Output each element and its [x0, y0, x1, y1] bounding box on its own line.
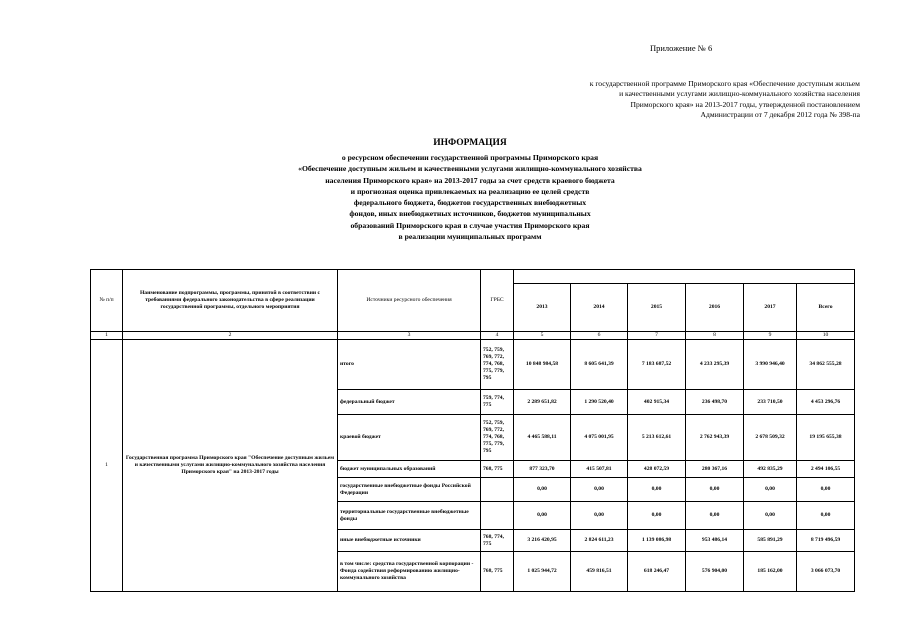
value-cell: 236 498,70 [686, 390, 744, 415]
value-cell: 4 453 296,76 [797, 390, 855, 415]
grbs-cell: 752, 759, 769, 772, 774, 768, 775, 779, 795 [481, 415, 514, 461]
value-cell: 2 762 943,39 [686, 415, 744, 461]
value-cell: 7 183 687,52 [628, 340, 686, 390]
header-name: Наименование подпрограммы, программы, принятой в соответствии с требованиями федерального законодательства в сфере реализации государственной программы, отдельного мероприятия [123, 270, 338, 332]
source-cell: в том числе: средства государственной корпорации - Фонда содействия реформированию жилищно-коммунального хозяйства [338, 552, 481, 592]
header-year-2015: 2015 [628, 284, 686, 332]
row-number: 1 [91, 340, 123, 592]
value-cell: 280 367,16 [686, 461, 744, 478]
reference-line: и качественными услугами жилищно-коммунального хозяйства населения [619, 89, 860, 99]
value-cell: 576 904,00 [686, 552, 744, 592]
subtitle-line: о ресурсном обеспечении государственной программы Приморского края [341, 153, 599, 162]
reference-line: к государственной программе Приморского края «Обеспечение доступным жильем [589, 79, 860, 88]
subtitle-line: фондов, иных внебюджетных источников, бюджетов муниципальных [349, 209, 591, 219]
column-number: 2 [123, 332, 338, 340]
header-num: № п/п [91, 270, 123, 332]
value-cell: 0,00 [744, 478, 797, 502]
source-cell: территориальные государственные внебюджетные фонды [338, 502, 481, 530]
column-numbers-row [91, 332, 855, 340]
grbs-cell: 768, 775 [481, 461, 514, 478]
value-cell: 10 848 984,58 [514, 340, 571, 390]
value-cell: 0,00 [514, 502, 571, 530]
value-cell: 3 066 073,70 [797, 552, 855, 592]
value-cell: 233 710,50 [744, 390, 797, 415]
grbs-cell: 759, 774, 775 [481, 390, 514, 415]
value-cell: 2 289 651,82 [514, 390, 571, 415]
value-cell: 1 139 086,98 [628, 530, 686, 552]
table-row [91, 340, 855, 390]
column-number: 5 [514, 332, 571, 340]
value-cell: 428 072,59 [628, 461, 686, 478]
value-cell: 618 246,47 [628, 552, 686, 592]
value-cell: 0,00 [571, 502, 628, 530]
value-cell: 5 213 612,61 [628, 415, 686, 461]
source-cell: государственные внебюджетные фонды Российской Федерации [338, 478, 481, 502]
value-cell: 877 323,70 [514, 461, 571, 478]
appendix-label: Приложение № 6 [650, 43, 713, 53]
value-cell: 0,00 [797, 478, 855, 502]
value-cell: 0,00 [514, 478, 571, 502]
source-cell: бюджет муниципальных образований [338, 461, 481, 478]
value-cell: 0,00 [571, 478, 628, 502]
value-cell: 0,00 [686, 502, 744, 530]
subtitle-line: федерального бюджета, бюджетов государственных внебюджетных [353, 198, 587, 208]
value-cell: 8 719 496,59 [797, 530, 855, 552]
value-cell: 0,00 [744, 502, 797, 530]
header-year-2014: 2014 [571, 284, 628, 332]
grbs-cell: 752, 759, 769, 772, 774, 768, 775, 779, 795 [481, 340, 514, 390]
value-cell: 4 233 295,39 [686, 340, 744, 390]
subtitle-line: населения Приморского края» на 2013-2017 годы за счет средств краевого бюджета [325, 175, 615, 185]
value-cell: 1 290 520,40 [571, 390, 628, 415]
grbs-cell: 768, 775 [481, 552, 514, 592]
value-cell: 1 025 944,72 [514, 552, 571, 592]
grbs-cell [481, 502, 514, 530]
column-number: 1 [91, 332, 123, 340]
header-years-group [514, 270, 855, 284]
value-cell: 4 465 588,11 [514, 415, 571, 461]
column-number: 6 [571, 332, 628, 340]
program-name: Государственная программа Приморского края "Обеспечение доступным жильем и качественными услугами жилищно-коммунального хозяйства населения Приморского края" на 2013-2017 годы [123, 340, 338, 592]
value-cell: 2 824 611,23 [571, 530, 628, 552]
value-cell: 953 486,14 [686, 530, 744, 552]
header-source: Источники ресурсного обеспечения [338, 270, 481, 332]
value-cell: 402 915,34 [628, 390, 686, 415]
source-cell: иные внебюджетные источники [338, 530, 481, 552]
value-cell: 0,00 [628, 502, 686, 530]
subtitle-line: в реализации муниципальных программ [398, 232, 542, 242]
value-cell: 0,00 [686, 478, 744, 502]
reference-line: Администрации от 7 декабря 2012 года № 398-па [700, 110, 860, 120]
subtitle-line: и прогнозная оценка привлекаемых на реализацию ее целей средств [350, 186, 590, 196]
column-number: 3 [338, 332, 481, 340]
value-cell: 185 162,00 [744, 552, 797, 592]
column-number: 7 [628, 332, 686, 340]
value-cell: 4 075 001,95 [571, 415, 628, 461]
value-cell: 19 195 655,38 [797, 415, 855, 461]
value-cell: 459 816,51 [571, 552, 628, 592]
header-top-row [91, 270, 855, 284]
reference-line: Приморского края» на 2013-2017 годы, утвержденной постановлением [630, 99, 860, 109]
source-cell: федеральный бюджет [338, 390, 481, 415]
header-total: Всего [797, 284, 855, 332]
program-reference [440, 79, 860, 121]
header-year-2017: 2017 [744, 284, 797, 332]
document-title: ИНФОРМАЦИЯ [433, 138, 507, 148]
value-cell: 34 862 555,28 [797, 340, 855, 390]
value-cell: 0,00 [628, 478, 686, 502]
column-number: 10 [797, 332, 855, 340]
value-cell: 492 835,29 [744, 461, 797, 478]
value-cell: 8 605 641,39 [571, 340, 628, 390]
source-cell: итого [338, 340, 481, 390]
header-year-2013: 2013 [514, 284, 571, 332]
value-cell: 415 507,81 [571, 461, 628, 478]
subtitle-line: образований Приморского края в случае участия Приморского края [350, 220, 590, 230]
value-cell: 3 216 420,95 [514, 530, 571, 552]
column-number: 9 [744, 332, 797, 340]
source-cell: краевой бюджет [338, 415, 481, 461]
column-number: 4 [481, 332, 514, 340]
header-grbs: ГРБС [481, 270, 514, 332]
subtitle-line: «Обеспечение доступным жильем и качественными услугами жилищно-коммунального хозяйства [298, 164, 642, 174]
resource-table [90, 269, 855, 592]
value-cell: 0,00 [797, 502, 855, 530]
value-cell: 2 678 509,32 [744, 415, 797, 461]
value-cell: 3 990 946,40 [744, 340, 797, 390]
header-year-2016: 2016 [686, 284, 744, 332]
column-number: 8 [686, 332, 744, 340]
document-subtitle [230, 152, 710, 242]
value-cell: 2 494 106,55 [797, 461, 855, 478]
value-cell: 585 891,29 [744, 530, 797, 552]
grbs-cell: 768, 774, 775 [481, 530, 514, 552]
grbs-cell [481, 478, 514, 502]
